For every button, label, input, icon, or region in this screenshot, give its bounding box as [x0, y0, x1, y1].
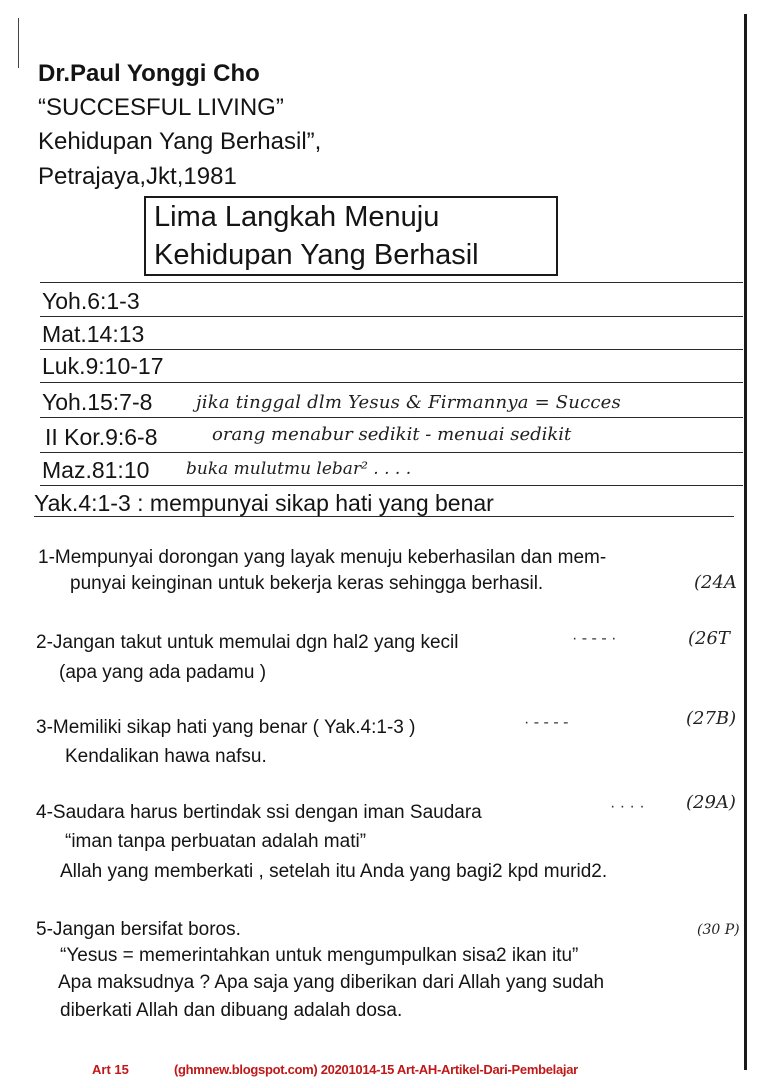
point-line: Apa maksudnya ? Apa saja yang diberikan dari Allah yang sudah — [58, 972, 605, 993]
dotted-leader: · · · · — [610, 798, 645, 815]
author: Dr.Paul Yonggi Cho — [38, 60, 260, 87]
title-line-1: Lima Langkah Menuju — [154, 201, 440, 233]
scan-edge-right — [744, 14, 747, 1070]
rule-line — [40, 382, 743, 383]
dotted-leader: · - - - - — [524, 714, 569, 731]
reference-note: orang menabur sedikit - menuai sedikit — [212, 424, 572, 445]
rule-line — [40, 349, 743, 350]
rule-line — [40, 485, 743, 486]
point-line: “Yesus = memerintahkan untuk mengumpulkan sisa2 ikan itu” — [60, 945, 579, 966]
book-subtitle: Kehidupan Yang Berhasil”, — [38, 128, 322, 155]
rule-line — [34, 516, 734, 517]
footer-article-number: Art 15 — [92, 1062, 129, 1077]
reference-ref: Maz.81:10 — [42, 457, 150, 483]
point-line: diberkati Allah dan dibuang adalah dosa. — [60, 1000, 403, 1021]
point-line: punyai keinginan untuk bekerja keras sehingga berhasil. — [70, 573, 544, 594]
reference-ref: Yoh.15:7-8 — [42, 389, 153, 415]
margin-note: (29A) — [686, 792, 736, 813]
point-line: Kendalikan hawa nafsu. — [65, 746, 267, 767]
dotted-leader: · - - - · — [572, 630, 617, 647]
point-line: 5-Jangan bersifat boros. — [36, 919, 241, 940]
point-line: 3-Memiliki sikap hati yang benar ( Yak.4:1-3 ) — [36, 717, 416, 738]
margin-note: (26T — [688, 628, 730, 649]
title-box — [144, 196, 558, 276]
reference-ref: Luk.9:10-17 — [42, 353, 164, 379]
point-line: (apa yang ada padamu ) — [59, 662, 267, 683]
point-line: Allah yang memberkati , setelah itu Anda yang bagi2 kpd murid2. — [60, 861, 608, 882]
point-line: 2-Jangan takut untuk memulai dgn hal2 yang kecil — [36, 632, 459, 653]
point-line: 4-Saudara harus bertindak ssi dengan iman Saudara — [36, 802, 482, 823]
reference-ref: Mat.14:13 — [42, 321, 145, 347]
reference-ref: II Kor.9:6-8 — [45, 424, 158, 450]
reference-ref: Yak.4:1-3 : mempunyai sikap hati yang benar — [34, 490, 494, 516]
reference-note: buka mulutmu lebar² . . . . — [186, 459, 412, 479]
reference-note: jika tinggal dlm Yesus & Firmannya = Succes — [196, 392, 621, 413]
point-line: “iman tanpa perbuatan adalah mati” — [65, 831, 367, 852]
publisher: Petrajaya,Jkt,1981 — [38, 163, 237, 190]
footer-source: (ghmnew.blogspot.com) 20201014-15 Art-AH-Artikel-Dari-Pembelajar — [174, 1062, 578, 1077]
rule-line — [40, 417, 743, 418]
rule-line — [40, 316, 743, 317]
rule-line — [40, 452, 743, 453]
reference-ref: Yoh.6:1-3 — [42, 288, 140, 314]
margin-note: (24A — [694, 572, 737, 593]
margin-note: (27B) — [686, 708, 737, 729]
title-line-2: Kehidupan Yang Berhasil — [154, 239, 479, 271]
margin-note: (30 P) — [697, 922, 740, 938]
book-title: “SUCCESFUL LIVING” — [38, 94, 284, 121]
scan-edge-left — [18, 18, 19, 68]
point-line: 1-Mempunyai dorongan yang layak menuju keberhasilan dan mem- — [38, 547, 607, 568]
rule-line — [40, 282, 743, 283]
